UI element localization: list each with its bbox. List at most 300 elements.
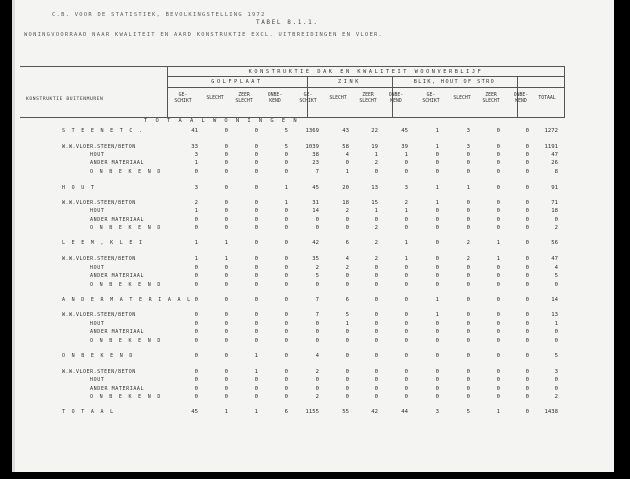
table-cell: 0	[374, 282, 378, 288]
table-cell: 3	[466, 128, 470, 134]
table-cell: 0	[224, 282, 228, 288]
table-cell: 1	[224, 409, 228, 415]
table-cell: 56	[551, 240, 558, 246]
table-cell: 0	[345, 329, 349, 335]
table-cell: 1	[254, 369, 258, 375]
table-cell: 1369	[305, 128, 319, 134]
table-cell: 0	[496, 152, 500, 158]
table-cell: 0	[404, 386, 408, 392]
table-cell: 45	[191, 409, 198, 415]
table-cell: 1155	[305, 409, 319, 415]
table-cell: 0	[284, 353, 288, 359]
table-cell: 0	[284, 321, 288, 327]
table-cell: 0	[194, 217, 198, 223]
row-label: S T E E N E T C .	[62, 128, 144, 134]
table-cell: 0	[496, 225, 500, 231]
row-label: O N B E K E N D	[62, 353, 135, 359]
table-cell: 0	[315, 377, 319, 383]
table-cell: 0	[374, 297, 378, 303]
row-header-label: KONSTRUKTIE BUITENMUREN	[26, 97, 104, 102]
table-cell: 0	[254, 144, 258, 150]
table-cell: 0	[194, 225, 198, 231]
table-cell: 1	[554, 321, 558, 327]
table-cell: 0	[284, 169, 288, 175]
table-cell: 1272	[544, 128, 558, 134]
table-cell: 1	[374, 208, 378, 214]
table-cell: 31	[312, 200, 319, 206]
table-cell: 1	[435, 312, 439, 318]
table-cell: 0	[435, 256, 439, 262]
table-cell: 0	[525, 265, 529, 271]
table-cell: 0	[466, 152, 470, 158]
table-cell: 0	[466, 312, 470, 318]
table-cell: 0	[194, 369, 198, 375]
table-cell: 45	[401, 128, 408, 134]
table-cell: 0	[525, 217, 529, 223]
table-cell: 0	[466, 353, 470, 359]
table-cell: 2	[466, 256, 470, 262]
table-cell: 0	[345, 160, 349, 166]
table-cell: 3	[466, 144, 470, 150]
table-cell: 0	[435, 329, 439, 335]
table-row	[12, 408, 614, 417]
table-cell: 0	[525, 338, 529, 344]
table-cell: 45	[312, 185, 319, 191]
table-subtitle: WONINGVOORRAAD NAAR KWALITEIT EN AARD KONSTRUKTIE EXCL. UITBREIDINGEN EN VLOER.	[24, 32, 384, 38]
table-cell: 0	[374, 386, 378, 392]
table-cell: 4	[554, 265, 558, 271]
table-cell: 0	[284, 265, 288, 271]
table-cell: 0	[435, 240, 439, 246]
row-label: ANDER MATERIAAL	[90, 273, 145, 279]
table-cell: 0	[254, 321, 258, 327]
table-cell: 3	[194, 152, 198, 158]
table-cell: 0	[254, 256, 258, 262]
table-cell: 0	[345, 353, 349, 359]
column-header: SLECHT	[329, 96, 347, 101]
table-cell: 0	[466, 273, 470, 279]
table-cell: 0	[435, 152, 439, 158]
table-cell: 0	[254, 169, 258, 175]
table-cell: 0	[315, 225, 319, 231]
table-cell: 0	[345, 273, 349, 279]
table-cell: 0	[525, 329, 529, 335]
column-header: GE- SCHIKT	[174, 93, 192, 104]
table-cell: 0	[496, 169, 500, 175]
table-cell: 0	[404, 297, 408, 303]
table-cell: 0	[435, 160, 439, 166]
table-cell: 0	[284, 225, 288, 231]
column-header: SLECHT	[206, 96, 224, 101]
table-cell: 0	[466, 200, 470, 206]
table-cell: 0	[435, 225, 439, 231]
table-cell: 1	[404, 152, 408, 158]
table-cell: 7	[315, 312, 319, 318]
table-cell: 0	[224, 128, 228, 134]
table-cell: 0	[254, 297, 258, 303]
table-cell: 0	[404, 338, 408, 344]
table-row	[12, 337, 614, 346]
table-row	[12, 127, 614, 136]
table-cell: 0	[224, 297, 228, 303]
table-cell: 0	[525, 394, 529, 400]
table-cell: 0	[525, 225, 529, 231]
table-cell: 2	[194, 200, 198, 206]
table-cell: 0	[496, 217, 500, 223]
table-cell: 15	[371, 200, 378, 206]
page-header-line: C.B. VOOR DE STATISTIEK, BEVOLKINGSTELLING 1972	[52, 12, 266, 18]
table-cell: 0	[496, 160, 500, 166]
table-row	[12, 311, 614, 320]
table-cell: 0	[496, 265, 500, 271]
table-cell: 2	[374, 160, 378, 166]
table-cell: 1191	[544, 144, 558, 150]
table-cell: 0	[404, 265, 408, 271]
row-label: H O U T	[62, 185, 96, 191]
table-cell: 0	[525, 377, 529, 383]
table-cell: 41	[191, 128, 198, 134]
table-cell: 0	[404, 369, 408, 375]
table-cell: 23	[312, 160, 319, 166]
table-cell: 0	[435, 265, 439, 271]
table-cell: 1	[404, 256, 408, 262]
section-label: T O T A A L W O N I N G E N	[144, 118, 300, 124]
table-cell: 0	[435, 353, 439, 359]
table-cell: 0	[254, 377, 258, 383]
table-cell: 1	[435, 128, 439, 134]
table-cell: 0	[374, 265, 378, 271]
row-label: O N B E K E N D	[90, 225, 163, 231]
table-cell: 0	[525, 208, 529, 214]
table-cell: 0	[284, 217, 288, 223]
table-cell: 0	[525, 128, 529, 134]
table-cell: 0	[194, 169, 198, 175]
table-cell: 0	[435, 208, 439, 214]
table-cell: 7	[315, 169, 319, 175]
table-cell: 0	[224, 200, 228, 206]
table-cell: 1	[254, 353, 258, 359]
table-cell: 5	[315, 273, 319, 279]
table-cell: 1	[435, 185, 439, 191]
table-cell: 0	[374, 353, 378, 359]
table-cell: 0	[284, 312, 288, 318]
table-cell: 58	[342, 144, 349, 150]
table-cell: 0	[254, 152, 258, 158]
table-cell: 0	[496, 338, 500, 344]
table-cell: 6	[345, 297, 349, 303]
table-cell: 0	[466, 297, 470, 303]
table-cell: 0	[466, 338, 470, 344]
table-cell: 0	[224, 217, 228, 223]
table-row	[12, 328, 614, 337]
table-cell: 1	[224, 256, 228, 262]
table-cell: 1	[435, 144, 439, 150]
table-cell: 0	[466, 225, 470, 231]
table-cell: 0	[194, 353, 198, 359]
table-cell: 0	[466, 217, 470, 223]
table-cell: 0	[554, 377, 558, 383]
table-cell: 0	[315, 321, 319, 327]
table-cell: 0	[404, 169, 408, 175]
table-cell: 22	[371, 128, 378, 134]
table-cell: 0	[374, 394, 378, 400]
table-cell: 26	[551, 160, 558, 166]
table-cell: 0	[525, 152, 529, 158]
table-cell: 0	[254, 225, 258, 231]
table-cell: 0	[525, 409, 529, 415]
table-cell: 0	[496, 312, 500, 318]
table-cell: 0	[345, 338, 349, 344]
table-cell: 3	[404, 185, 408, 191]
table-cell: 1	[194, 208, 198, 214]
table-cell: 0	[254, 160, 258, 166]
table-cell: 42	[312, 240, 319, 246]
table-cell: 2	[554, 225, 558, 231]
table-cell: 33	[191, 144, 198, 150]
table-cell: 0	[254, 282, 258, 288]
column-header: ONBE- KEND	[388, 93, 404, 104]
table-cell: 2	[315, 394, 319, 400]
table-cell: 42	[371, 409, 378, 415]
group-header-blik: BLIK, HOUT OF STRO	[413, 79, 496, 85]
table-cell: 0	[496, 128, 500, 134]
table-cell: 0	[374, 369, 378, 375]
row-label: W.W.VLOER.STEEN/BETON	[62, 256, 136, 262]
table-cell: 0	[525, 160, 529, 166]
table-row	[12, 168, 614, 177]
table-cell: 0	[345, 369, 349, 375]
table-cell: 0	[284, 256, 288, 262]
table-cell: 0	[315, 282, 319, 288]
table-cell: 55	[342, 409, 349, 415]
table-cell: 0	[284, 338, 288, 344]
table-cell: 0	[254, 200, 258, 206]
table-cell: 0	[374, 217, 378, 223]
table-row	[12, 376, 614, 385]
table-cell: 0	[224, 265, 228, 271]
table-cell: 6	[284, 409, 288, 415]
row-label: O N B E K E N D	[90, 394, 163, 400]
table-cell: 0	[345, 386, 349, 392]
group-header-top: KONSTRUKTIE DAK EN KWALITEIT WOONVERBLIJF	[248, 69, 484, 75]
table-cell: 0	[224, 377, 228, 383]
table-cell: 0	[194, 282, 198, 288]
table-cell: 0	[554, 217, 558, 223]
table-cell: 0	[374, 329, 378, 335]
table-cell: 0	[224, 321, 228, 327]
table-cell: 0	[525, 297, 529, 303]
table-cell: 0	[404, 312, 408, 318]
table-cell: 0	[254, 394, 258, 400]
table-cell: 0	[496, 144, 500, 150]
table-row	[12, 281, 614, 290]
table-cell: 5	[554, 273, 558, 279]
row-label: ANDER MATERIAAL	[90, 160, 145, 166]
table-cell: 0	[496, 208, 500, 214]
table-cell: 39	[401, 144, 408, 150]
table-cell: 7	[315, 297, 319, 303]
table-row	[12, 224, 614, 233]
table-cell: 0	[554, 386, 558, 392]
table-cell: 0	[224, 273, 228, 279]
column-header: GE- SCHIKT	[422, 93, 440, 104]
table-cell: 2	[315, 369, 319, 375]
table-cell: 0	[466, 282, 470, 288]
row-label: O N B E K E N D	[90, 282, 163, 288]
table-cell: 0	[525, 144, 529, 150]
table-cell: 0	[224, 169, 228, 175]
table-cell: 0	[374, 377, 378, 383]
table-cell: 0	[224, 225, 228, 231]
table-row	[12, 352, 614, 361]
table-cell: 0	[224, 353, 228, 359]
table-cell: 4	[315, 353, 319, 359]
table-cell: 0	[224, 369, 228, 375]
table-cell: 18	[342, 200, 349, 206]
table-cell: 0	[284, 369, 288, 375]
table-cell: 0	[284, 386, 288, 392]
table-cell: 0	[466, 169, 470, 175]
table-cell: 0	[194, 312, 198, 318]
table-cell: 0	[254, 128, 258, 134]
table-cell: 1438	[544, 409, 558, 415]
table-cell: 47	[551, 256, 558, 262]
table-cell: 0	[194, 273, 198, 279]
table-cell: 43	[342, 128, 349, 134]
table-cell: 0	[496, 386, 500, 392]
table-cell: 0	[224, 208, 228, 214]
table-cell: 38	[312, 152, 319, 158]
table-row	[12, 207, 614, 216]
table-cell: 0	[224, 338, 228, 344]
table-cell: 2	[466, 240, 470, 246]
table-cell: 0	[224, 329, 228, 335]
table-cell: 0	[374, 169, 378, 175]
table-cell: 0	[224, 144, 228, 150]
table-cell: 0	[404, 394, 408, 400]
table-cell: 0	[466, 160, 470, 166]
column-header: ZEER SLECHT	[482, 93, 500, 104]
table-cell: 0	[254, 185, 258, 191]
table-cell: 0	[374, 338, 378, 344]
table-cell: 0	[254, 240, 258, 246]
table-cell: 0	[554, 338, 558, 344]
table-cell: 0	[404, 217, 408, 223]
table-cell: 0	[345, 377, 349, 383]
table-cell: 1	[284, 185, 288, 191]
table-cell: 0	[194, 297, 198, 303]
table-cell: 2	[315, 265, 319, 271]
table-cell: 2	[374, 225, 378, 231]
table-cell: 0	[496, 200, 500, 206]
group-header-zink: ZINK	[338, 79, 361, 85]
table-cell: 0	[435, 386, 439, 392]
column-header: ZEER SLECHT	[235, 93, 253, 104]
table-row	[12, 255, 614, 264]
table-cell: 0	[194, 329, 198, 335]
table-cell: 3	[554, 369, 558, 375]
table-cell: 0	[404, 329, 408, 335]
row-label: ANDER MATERIAAL	[90, 217, 145, 223]
table-cell: 0	[525, 312, 529, 318]
table-cell: 0	[284, 240, 288, 246]
table-cell: 71	[551, 200, 558, 206]
row-label: ANDER MATERIAAL	[90, 329, 145, 335]
table-cell: 0	[466, 208, 470, 214]
table-row	[12, 272, 614, 281]
table-cell: 1	[496, 240, 500, 246]
table-cell: 0	[496, 282, 500, 288]
table-cell: 0	[284, 273, 288, 279]
table-cell: 0	[554, 282, 558, 288]
table-cell: 14	[312, 208, 319, 214]
table-cell: 0	[525, 200, 529, 206]
table-cell: 1	[194, 256, 198, 262]
table-cell: 1	[284, 200, 288, 206]
table-cell: 1	[435, 297, 439, 303]
table-cell: 0	[345, 394, 349, 400]
table-cell: 0	[525, 386, 529, 392]
table-cell: 0	[496, 273, 500, 279]
column-header: TOTAAL	[538, 96, 556, 101]
table-cell: 47	[551, 152, 558, 158]
table-title: TABEL 8.1.1.	[256, 19, 319, 26]
table-row	[12, 184, 614, 193]
table-cell: 1	[466, 185, 470, 191]
row-label: W.W.VLOER.STEEN/BETON	[62, 312, 136, 318]
table-cell: 0	[435, 394, 439, 400]
row-label: A N D E R M A T E R I A A L	[62, 297, 192, 303]
table-cell: 0	[404, 321, 408, 327]
table-cell: 0	[315, 217, 319, 223]
table-cell: 0	[525, 256, 529, 262]
table-cell: 1	[404, 208, 408, 214]
table-cell: 13	[371, 185, 378, 191]
table-cell: 0	[315, 329, 319, 335]
group-rule	[167, 76, 565, 77]
table-cell: 0	[525, 321, 529, 327]
row-label: HOUT	[90, 208, 105, 214]
table-cell: 0	[254, 265, 258, 271]
table-cell: 0	[435, 338, 439, 344]
table-cell: 0	[284, 377, 288, 383]
table-cell: 0	[254, 329, 258, 335]
table-cell: 5	[466, 409, 470, 415]
table-cell: 0	[194, 321, 198, 327]
row-label: O N B E K E N D	[90, 338, 163, 344]
table-cell: 2	[345, 265, 349, 271]
table-cell: 0	[525, 185, 529, 191]
table-cell: 0	[554, 329, 558, 335]
table-cell: 6	[345, 240, 349, 246]
table-cell: 1039	[305, 144, 319, 150]
document-page	[12, 0, 614, 472]
table-cell: 1	[345, 321, 349, 327]
table-cell: 0	[404, 377, 408, 383]
table-cell: 0	[496, 369, 500, 375]
table-cell: 0	[404, 282, 408, 288]
table-cell: 0	[194, 386, 198, 392]
table-cell: 1	[254, 409, 258, 415]
group-header-golfplaat: GOLFPLAAT	[211, 79, 263, 85]
table-cell: 0	[404, 160, 408, 166]
subgroup-rule	[167, 87, 565, 88]
table-cell: 0	[254, 208, 258, 214]
header-rule-top	[20, 66, 565, 67]
row-label: HOUT	[90, 152, 105, 158]
table-cell: 0	[284, 152, 288, 158]
table-cell: 0	[466, 265, 470, 271]
